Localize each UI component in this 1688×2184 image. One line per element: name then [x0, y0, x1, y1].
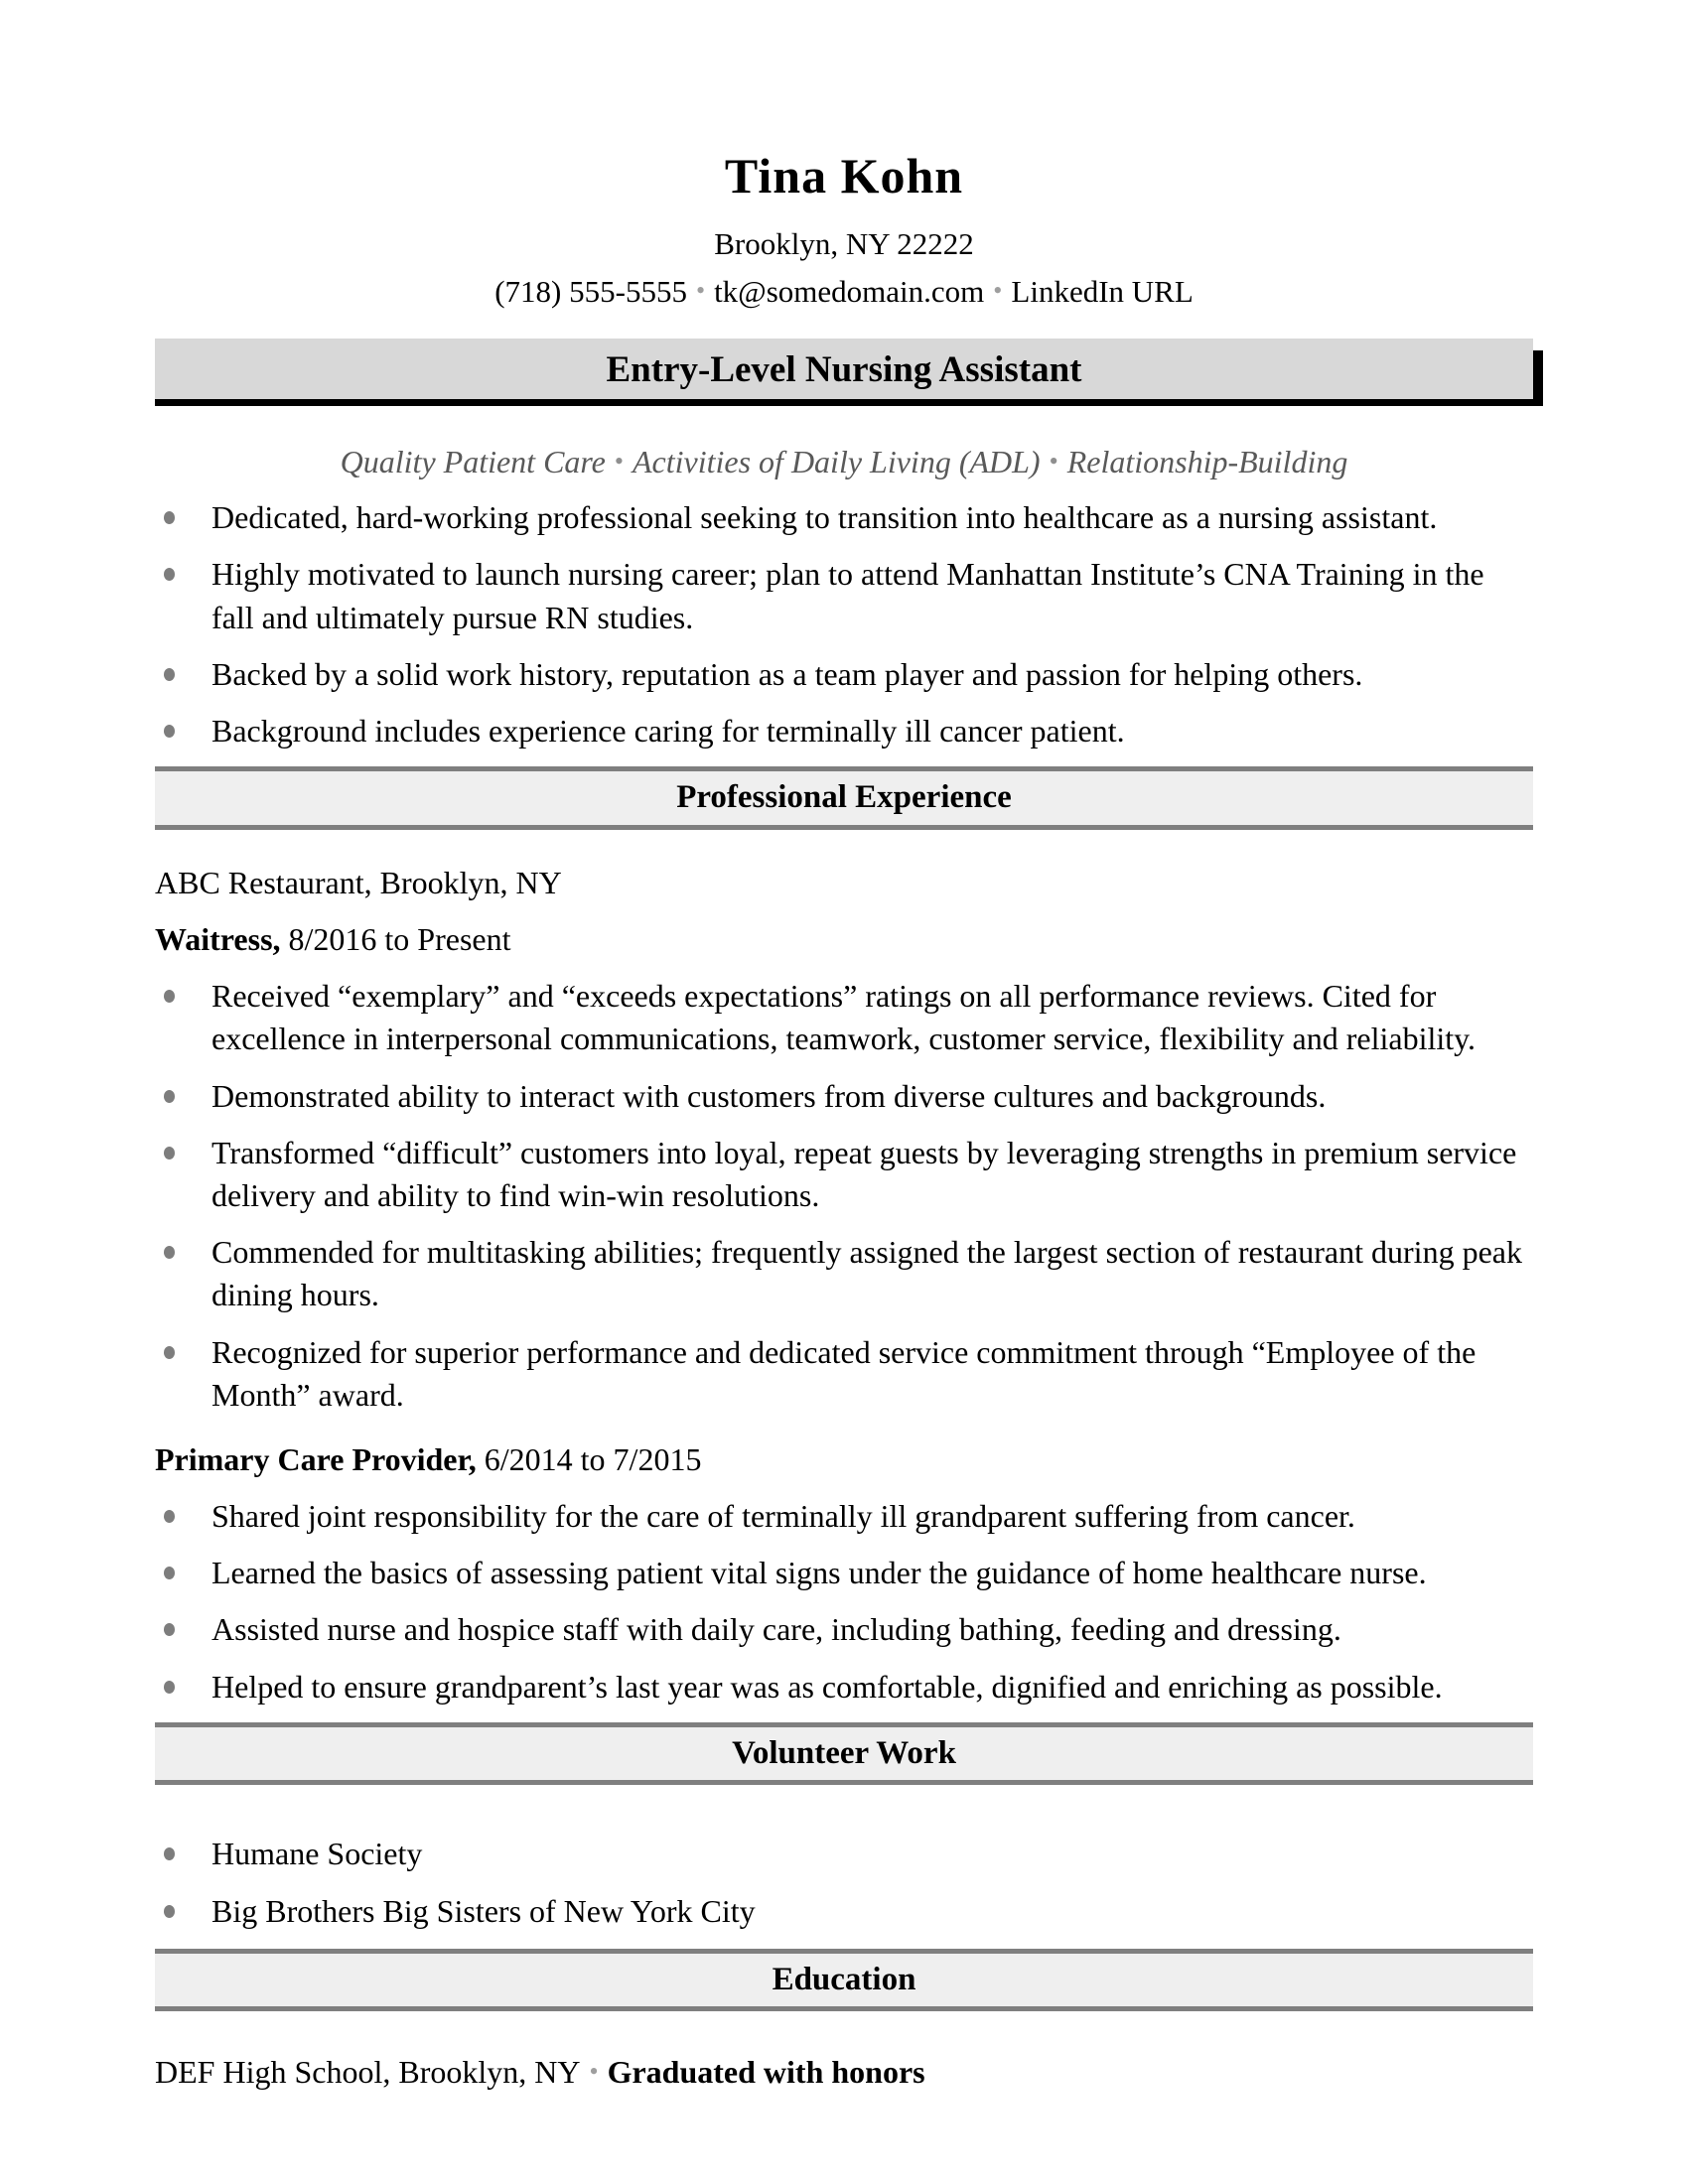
experience-bullet-text: Assisted nurse and hospice staff with daily care, including bathing, feeding and dressing.: [211, 1611, 1341, 1648]
experience-bullet-text: Helped to ensure grandparent’s last year was as comfortable, dignified and enriching as possible.: [211, 1668, 1443, 1705]
honors-text: Graduated with honors: [607, 2054, 925, 2091]
bullet-icon: [164, 1346, 175, 1359]
list-item: [155, 1132, 1533, 1217]
job-title-banner: Entry-Level Nursing Assistant: [155, 339, 1533, 406]
bullet-icon: [164, 1147, 175, 1160]
bullet-icon: [164, 1681, 175, 1694]
list-item: [155, 975, 1533, 1060]
headline-tagline: [155, 442, 1533, 483]
bullet-icon: [164, 1246, 175, 1259]
experience-list-waitress: [155, 975, 1533, 1417]
section-header-experience: Professional Experience: [155, 766, 1533, 830]
bullet-icon: [164, 1510, 175, 1523]
experience-bullet-text: Commended for multitasking abilities; frequently assigned the largest section of restaurant during peak dining hours.: [211, 1234, 1522, 1313]
role-dates: 8/2016 to Present: [288, 921, 511, 957]
candidate-name: Tina Kohn: [724, 148, 964, 204]
bullet-icon: [164, 725, 175, 738]
role-title: Primary Care Provider,: [155, 1440, 477, 1477]
summary-bullet-text: Dedicated, hard-working professional seeking to transition into healthcare as a nursing assistant.: [211, 499, 1438, 536]
phone-text: (718) 555-5555: [494, 273, 687, 309]
separator-dot-icon: •: [589, 2057, 599, 2087]
summary-bullet-text: Highly motivated to launch nursing career; plan to attend Manhattan Institute’s CNA Training in the fall and ultimately pursue RN studies.: [211, 556, 1484, 635]
role-title: Waitress,: [155, 921, 281, 957]
summary-bullet-text: Backed by a solid work history, reputation as a team player and passion for helping others.: [211, 655, 1363, 692]
list-item: [155, 1552, 1533, 1594]
experience-bullet-text: Recognized for superior performance and dedicated service commitment through “Employee of the Month” award.: [211, 1333, 1477, 1413]
bullet-icon: [164, 568, 175, 581]
section-header-volunteer: Volunteer Work: [155, 1722, 1533, 1786]
list-item: [155, 1331, 1533, 1417]
list-item: [155, 1075, 1533, 1118]
separator-dot-icon: •: [695, 275, 706, 305]
bullet-icon: [164, 1090, 175, 1103]
volunteer-bullet-text: Big Brothers Big Sisters of New York City: [211, 1892, 756, 1929]
list-item: [155, 710, 1533, 752]
experience-bullet-text: Shared joint responsibility for the care of terminally ill grandparent suffering from cancer.: [211, 1498, 1355, 1535]
email-text: tk@somedomain.com: [714, 273, 985, 309]
education-line: [155, 2051, 1533, 2094]
list-item: [155, 1666, 1533, 1708]
list-item: [155, 496, 1533, 539]
bullet-icon: [164, 668, 175, 681]
volunteer-bullet-text: Humane Society: [211, 1836, 423, 1872]
tagline-item: Quality Patient Care: [340, 443, 606, 479]
summary-list: [155, 496, 1533, 752]
tagline-item: Relationship-Building: [1066, 443, 1348, 479]
experience-bullet-text: Transformed “difficult” customers into loyal, repeat guests by leveraging strengths in premium service delivery and ability to find win-win resolutions.: [211, 1134, 1517, 1213]
list-item: [155, 1890, 1533, 1933]
tagline-item: Activities of Daily Living (ADL): [632, 443, 1041, 479]
experience-bullet-text: Demonstrated ability to interact with customers from diverse cultures and backgrounds.: [211, 1077, 1327, 1114]
bullet-icon: [164, 990, 175, 1003]
list-item: [155, 1231, 1533, 1316]
school-text: DEF High School, Brooklyn, NY: [155, 2054, 581, 2091]
role-line-primary-care: [155, 1438, 1533, 1481]
role-line-waitress: [155, 918, 1533, 961]
experience-bullet-text: Learned the basics of assessing patient vital signs under the guidance of home healthcare nurse.: [211, 1555, 1427, 1591]
bullet-icon: [164, 511, 175, 524]
experience-list-primary-care: [155, 1495, 1533, 1708]
list-item: [155, 1608, 1533, 1651]
bullet-icon: [164, 1623, 175, 1636]
separator-dot-icon: •: [1049, 446, 1058, 476]
location-line: Brooklyn, NY 22222: [714, 226, 974, 261]
contact-line: [155, 271, 1533, 313]
linkedin-text: LinkedIn URL: [1011, 273, 1194, 309]
list-item: [155, 1495, 1533, 1538]
bullet-icon: [164, 1905, 175, 1918]
summary-bullet-text: Background includes experience caring for terminally ill cancer patient.: [211, 713, 1125, 750]
list-item: [155, 553, 1533, 638]
experience-bullet-text: Received “exemplary” and “exceeds expectations” ratings on all performance reviews. Cited for excellence in interpersonal communications, teamwork, customer service, flexibility and reliability.: [211, 978, 1477, 1057]
section-header-education: Education: [155, 1949, 1533, 2012]
employer-line: ABC Restaurant, Brooklyn, NY: [155, 864, 562, 900]
bullet-icon: [164, 1847, 175, 1860]
volunteer-list: [155, 1833, 1533, 1932]
list-item: [155, 653, 1533, 696]
separator-dot-icon: •: [993, 275, 1003, 305]
separator-dot-icon: •: [614, 446, 624, 476]
bullet-icon: [164, 1567, 175, 1579]
role-dates: 6/2014 to 7/2015: [484, 1440, 702, 1477]
list-item: [155, 1833, 1533, 1875]
